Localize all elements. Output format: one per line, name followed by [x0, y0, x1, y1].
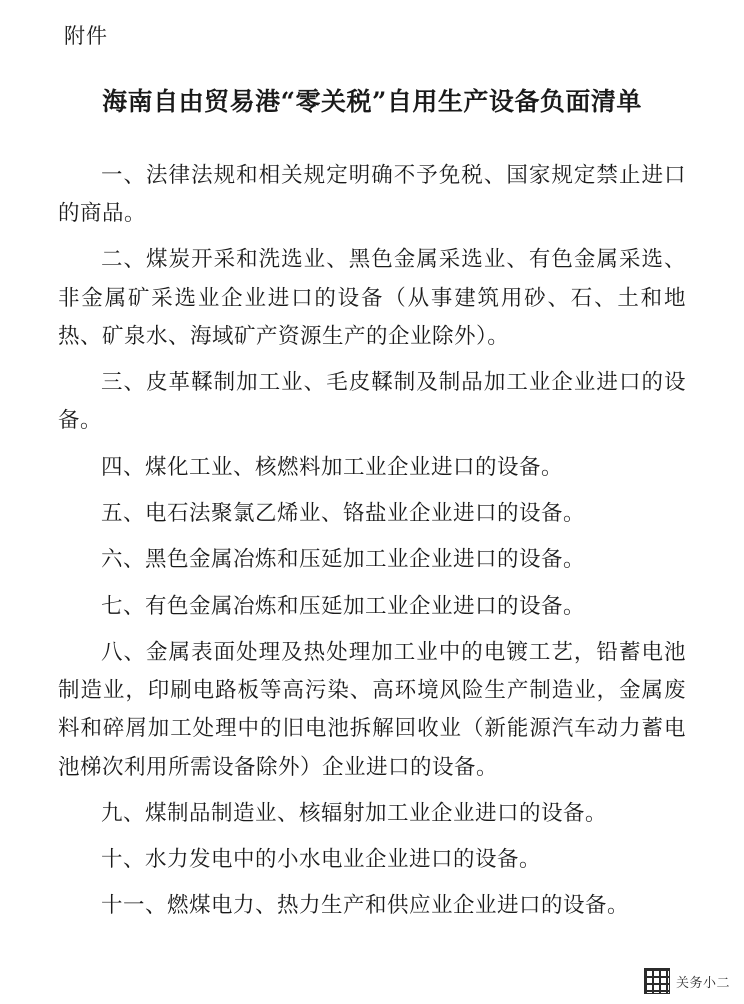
clause-paragraph: 十、水力发电中的小水电业企业进口的设备。 — [101, 847, 542, 873]
qr-code-icon — [644, 968, 670, 994]
clause-paragraph: 五、电石法聚氯乙烯业、铬盐业企业进口的设备。 — [101, 501, 586, 527]
clause-paragraph: 十一、燃煤电力、热力生产和供应业企业进口的设备。 — [101, 893, 630, 919]
clause-paragraph: 九、煤制品制造业、核辐射加工业企业进口的设备。 — [101, 800, 608, 826]
clause-paragraph: 二、煤炭开采和洗选业、黑色金属采选业、有色金属采选、非金属矿采选业企业进口的设备（从事建筑用砂、石、土和地热、矿泉水、海域矿产资源生产的企业除外）。 — [58, 247, 686, 349]
page-title: 海南自由贸易港“零关税”自用生产设备负面清单 — [102, 87, 642, 117]
watermark-badge — [644, 968, 730, 994]
clause-paragraph: 一、法律法规和相关规定明确不予免税、国家规定禁止进口的商品。 — [58, 162, 686, 227]
attachment-label: 附件 — [64, 24, 108, 48]
clause-paragraph: 七、有色金属冶炼和压延加工业企业进口的设备。 — [101, 593, 586, 619]
clause-paragraph: 四、煤化工业、核燃料加工业企业进口的设备。 — [101, 454, 564, 480]
clause-paragraph: 三、皮革鞣制加工业、毛皮鞣制及制品加工业企业进口的设备。 — [58, 370, 686, 434]
clause-paragraph: 六、黑色金属冶炼和压延加工业企业进口的设备。 — [101, 547, 586, 573]
watermark-label: 关务小二 — [675, 975, 730, 991]
clause-paragraph: 八、金属表面处理及热处理加工业中的电镀工艺，铅蓄电池制造业，印刷电路板等高污染、高环境风险生产制造业，金属废料和碎屑加工处理中的旧电池拆解回收业（新能源汽车动力蓄电池梯次利用所需设备除外）企业进口的设备。 — [58, 639, 686, 780]
